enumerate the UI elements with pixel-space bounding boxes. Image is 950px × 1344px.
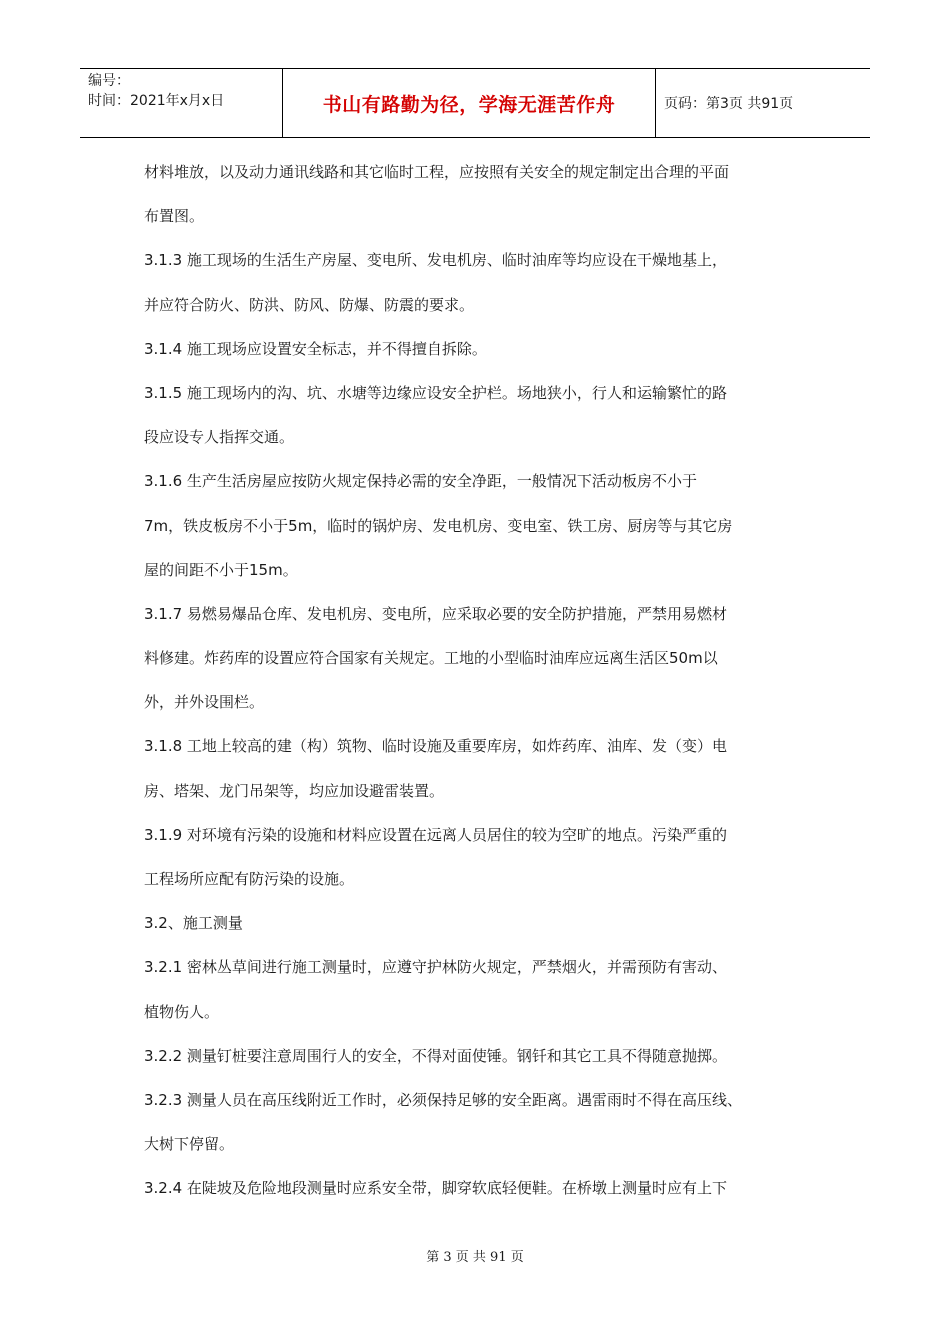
header-left-cell [80,69,282,137]
body-text-line: 3.2、施工测量 [144,914,243,933]
body-text-line: 并应符合防火、防洪、防风、防爆、防震的要求。 [144,295,475,314]
body-text-line: 3.1.3 施工现场的生活生产房屋、变电所、发电机房、临时油库等均应设在干燥地基上， [144,251,727,270]
body-text-line: 3.2.3 测量人员在高压线附近工作时，必须保持足够的安全距离。遇雷雨时不得在高压线、 [144,1090,742,1109]
body-text-line: 3.2.2 测量钉桩要注意周围行人的安全，不得对面使锤。钢钎和其它工具不得随意抛掷。 [144,1046,727,1065]
body-text-line: 3.2.1 密林丛草间进行施工测量时，应遵守护林防火规定，严禁烟火，并需预防有害动、 [144,958,727,977]
body-text-line: 3.2.4 在陡坡及危险地段测量时应系安全带，脚穿软底轻便鞋。在桥墩上测量时应有上下 [144,1179,727,1198]
body-text-line: 外，并外设围栏。 [144,693,265,712]
body-text-line: 料修建。炸药库的设置应符合国家有关规定。工地的小型临时油库应远离生活区50m以 [144,649,718,668]
body-text-line: 段应设专人指挥交通。 [144,428,295,447]
body-text-line: 植物伤人。 [144,1002,220,1021]
body-text-line: 7m，铁皮板房不小于5m，临时的锅炉房、发电机房、变电室、铁工房、厨房等与其它房 [144,516,733,535]
document-number: 编号： [88,73,130,89]
body-text-line: 3.1.6 生产生活房屋应按防火规定保持必需的安全净距，一般情况下活动板房不小于 [144,472,697,491]
body-text-line: 屋的间距不小于15m。 [144,560,298,579]
body-text-line: 大树下停留。 [144,1135,235,1154]
page-header [80,68,870,138]
body-text-line: 材料堆放，以及动力通讯线路和其它临时工程，应按照有关安全的规定制定出合理的平面 [144,163,730,181]
body-text-line: 3.1.7 易燃易爆品仓库、发电机房、变电所，应采取必要的安全防护措施，严禁用易燃材 [144,604,727,623]
body-text-line: 3.1.4 施工现场应设置安全标志，并不得擅自拆除。 [144,339,487,358]
header-motto: 书山有路勤为径，学海无涯苦作舟 [282,69,656,137]
document-body [144,152,814,1213]
body-text-line: 工程场所应配有防污染的设施。 [144,870,355,888]
page-footer: 第 3 页 共 91 页 [426,1250,524,1265]
body-text-line: 3.1.8 工地上较高的建（构）筑物、临时设施及重要库房，如炸药库、油库、发（变）电 [144,737,727,756]
header-page-info: 页码：第3页 共91页 [664,96,794,112]
body-text-line: 房、塔架、龙门吊架等，均应加设避雷装置。 [144,781,445,800]
body-text-line: 布置图。 [144,207,205,226]
body-text-line: 3.1.9 对环境有污染的设施和材料应设置在远离人员居住的较为空旷的地点。污染严重的 [144,825,727,844]
body-text-line: 3.1.5 施工现场内的沟、坑、水塘等边缘应设安全护栏。场地狭小，行人和运输繁忙的路 [144,383,727,402]
document-date: 时间：2021年x月x日 [88,93,225,109]
